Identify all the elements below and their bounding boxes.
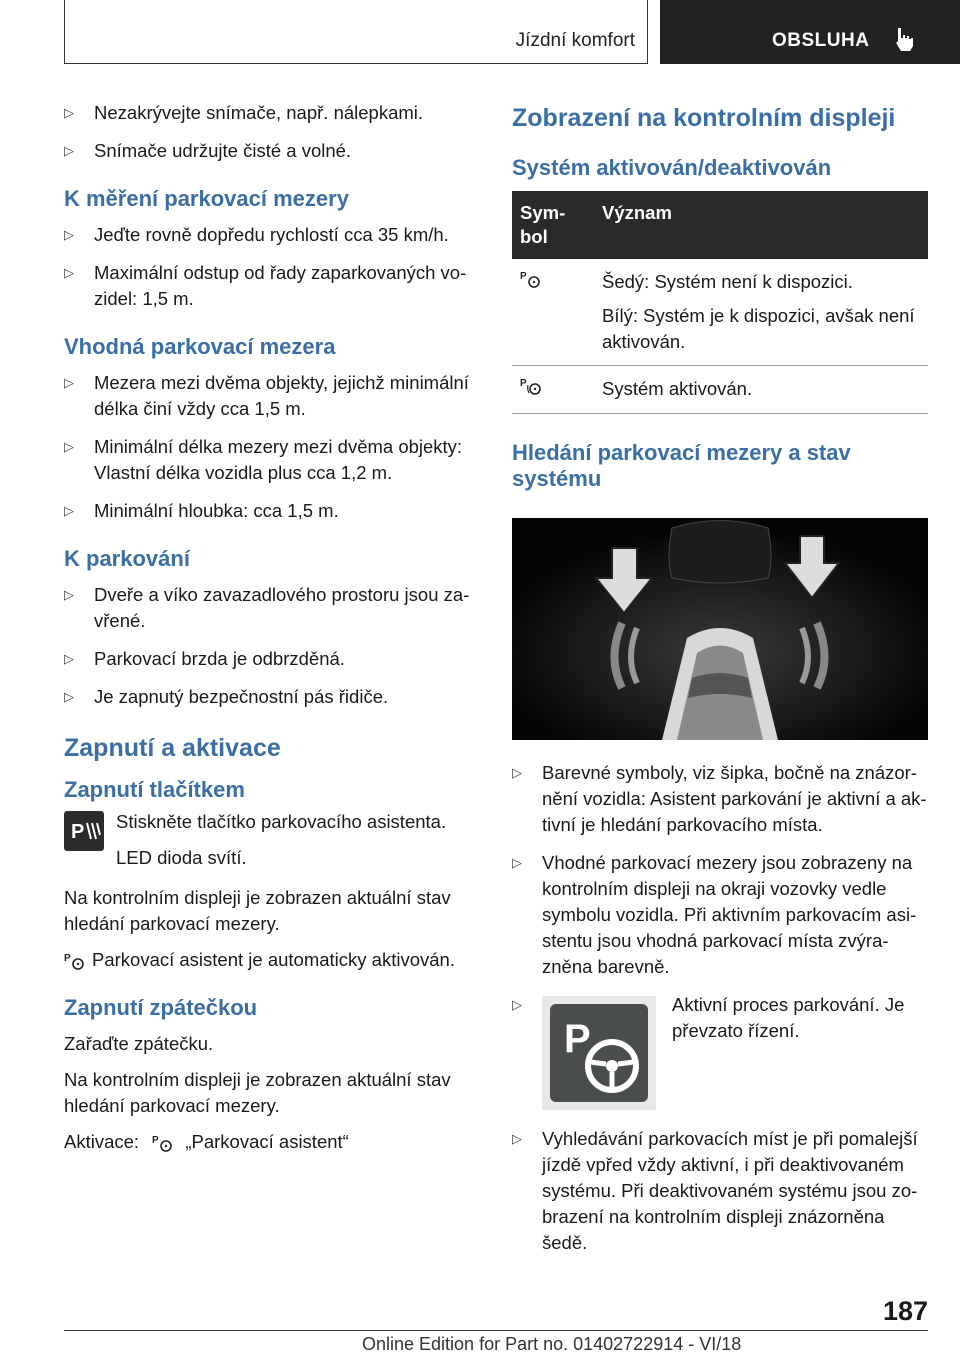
heading-search: Hledání parkovací mezery a stav systému bbox=[512, 440, 851, 491]
status-paragraph: Na kontrolním displeji je zobrazen aktuální stav hledání parkovací mezery. bbox=[64, 887, 451, 934]
symbol-table bbox=[512, 191, 928, 414]
list-item: ▷ Minimální hloubka: cca 1,5 m. bbox=[64, 500, 339, 521]
park-assist-symbol-icon bbox=[64, 951, 86, 971]
footer-divider bbox=[64, 1330, 928, 1331]
button-text-1: Stiskněte tlačítko parkovacího asistenta. bbox=[116, 811, 447, 832]
list-item: ▷ Vhodné parkovací mezery jsou zobrazeny na kontrolním displeji na okraji vozovky vedle symbolu vozidla. Při aktivním parkovacím asi-stentu jsou vhodná parkovací místa zvýra-zněna barevně. bbox=[512, 852, 917, 977]
button-text-2: LED dioda svítí. bbox=[116, 847, 247, 868]
header-chapter-box bbox=[660, 0, 960, 64]
table-header-meaning: Význam bbox=[594, 191, 928, 259]
heading-display: Zobrazení na kontrolním displeji bbox=[512, 104, 896, 132]
heading-activation: Zapnutí a aktivace bbox=[64, 734, 281, 762]
activation-line: Aktivace: P „Parkovací asistent“ bbox=[64, 1131, 349, 1152]
list-item: ▷ Barevné symboly, viz šipka, bočně na znázor-nění vozidla: Asistent parkování je aktivní a ak-tivní je hledání parkovacího místa. bbox=[512, 762, 927, 835]
heading-parking: K parkování bbox=[64, 546, 190, 571]
list-item: ▷ Maximální odstup od řady zaparkovaných vo-zidel: 1,5 m. bbox=[64, 262, 467, 309]
heading-space: Vhodná parkovací mezera bbox=[64, 334, 336, 359]
list-item: ▷ Dveře a víko zavazadlového prostoru jsou za-vřené. bbox=[64, 584, 470, 631]
list-item: ▷ Mezera mezi dvěma objekty, jejichž minimální délka činí vždy cca 1,5 m. bbox=[64, 372, 469, 419]
table-row bbox=[512, 259, 928, 366]
park-assist-active-icon bbox=[520, 376, 544, 396]
svg-text:P: P bbox=[564, 1017, 591, 1061]
heading-reverse: Zapnutí zpátečkou bbox=[64, 995, 258, 1020]
hand-pointer-icon bbox=[892, 26, 918, 52]
svg-text:P: P bbox=[152, 1135, 159, 1147]
page-number: 187 bbox=[882, 1296, 928, 1326]
table-cell-text: Bílý: Systém je k dispozici, avšak není aktivován. bbox=[602, 305, 915, 352]
table-header-symbol: Sym-bol bbox=[512, 191, 594, 259]
park-assist-button-icon bbox=[64, 811, 104, 851]
header-section-title: Jízdní komfort bbox=[515, 30, 635, 51]
list-item: ▷ Jeďte rovně dopředu rychlostí cca 35 km/h. bbox=[64, 224, 449, 245]
svg-text:P: P bbox=[71, 821, 85, 843]
header-section-box bbox=[64, 0, 648, 64]
svg-text:P: P bbox=[520, 271, 527, 282]
list-item: ▷ Parkovací brzda je odbrzděná. bbox=[64, 648, 345, 669]
list-item: ▷ P Aktivní proces parkování. Je převzato řízení. bbox=[512, 992, 928, 1114]
heading-status: Systém aktivován/deaktivován bbox=[512, 155, 832, 180]
heading-measure: K měření parkovací mezery bbox=[64, 186, 349, 211]
table-cell-text: Systém aktivován. bbox=[602, 378, 753, 399]
heading-button: Zapnutí tlačítkem bbox=[64, 777, 245, 802]
footer-edition: Online Edition for Part no. 01402722914 - VI/18 bbox=[362, 1334, 742, 1354]
auto-active-line: P Parkovací asistent je automaticky aktivován. bbox=[64, 949, 455, 970]
status-paragraph-2: Na kontrolním displeji je zobrazen aktuální stav hledání parkovací mezery. bbox=[64, 1069, 451, 1116]
park-assist-symbol-icon bbox=[152, 1133, 174, 1153]
list-item: ▷ Vyhledávání parkovacích míst je při pomalejší jízdě vpřed vždy aktivní, i při deaktivovaném systému. Při deaktivovaném systému jsou zo-brazení na kontrolním displeji znázorněna šedě. bbox=[512, 1128, 918, 1253]
list-item: ▷ Snímače udržujte čisté a volné. bbox=[64, 140, 352, 161]
right-column bbox=[512, 100, 928, 1268]
park-assist-symbol-icon bbox=[520, 269, 542, 289]
table-cell-text: Šedý: Systém není k dispozici. bbox=[602, 271, 853, 292]
header-chapter-title: OBSLUHA bbox=[772, 30, 870, 51]
active-process-text: Aktivní proces parkování. Je převzato řízení. bbox=[672, 994, 905, 1041]
button-instruction bbox=[64, 809, 476, 871]
left-column bbox=[64, 100, 476, 1165]
svg-text:P: P bbox=[64, 953, 71, 965]
table-row bbox=[512, 366, 928, 414]
steering-takeover-icon bbox=[542, 996, 656, 1110]
reverse-text: Zařaďte zpátečku. bbox=[64, 1033, 214, 1054]
list-item: ▷ Minimální délka mezery mezi dvěma objekty: Vlastní délka vozidla plus cca 1,2 m. bbox=[64, 436, 463, 483]
parking-display-photo bbox=[512, 518, 928, 740]
svg-text:P: P bbox=[520, 378, 527, 389]
list-item: ▷ Nezakrývejte snímače, např. nálepkami. bbox=[64, 102, 424, 123]
list-item: ▷ Je zapnutý bezpečnostní pás řidiče. bbox=[64, 686, 389, 707]
